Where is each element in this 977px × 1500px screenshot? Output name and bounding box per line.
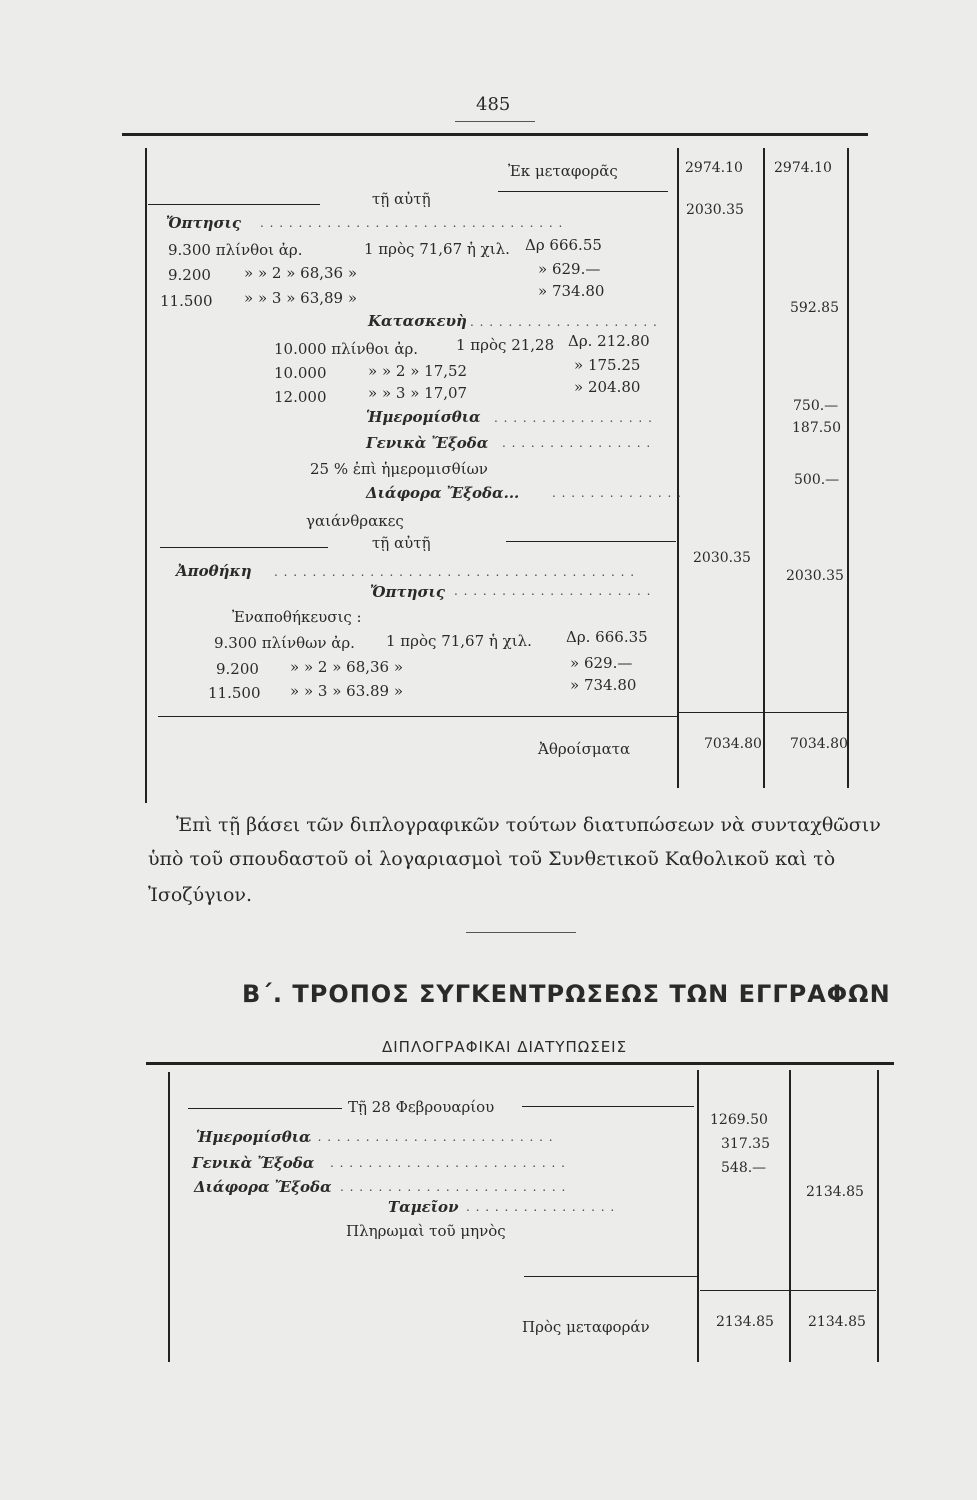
entry4-credit-amount: 187.50	[792, 420, 841, 436]
leader-dots: . . . . . . . . . . . . . .	[552, 486, 682, 500]
account-genika-exoda: Γενικὰ Ἔξοδα	[192, 1154, 315, 1172]
totals-debit: 7034.80	[704, 736, 762, 752]
leader-dots: . . . . . . . . . . . . . . . . .	[494, 411, 653, 425]
entry6-detail-qty: 9.200	[216, 660, 259, 678]
carry-out-debit: 2134.85	[716, 1314, 774, 1330]
entry2-detail-amount: Δρ. 212.80	[568, 332, 650, 350]
paragraph-line-1: Ἐπὶ τῇ βάσει τῶν διπλογραφικῶν τούτων διατυπώσεων νὰ συνταχθῶσιν	[176, 814, 881, 836]
journal-2-right-rule	[877, 1070, 879, 1362]
entry2-detail-num: » » 2 » 17,52	[368, 362, 468, 380]
entry1-detail-qty: 11.500	[160, 292, 213, 310]
journal-1-top-rule	[122, 133, 868, 136]
section-subtitle: ΔΙΠΛΟΓΡΑΦΙΚΑΙ ΔΙΑΤΥΠΩΣΕΙΣ	[382, 1038, 628, 1056]
date-rule-right	[506, 541, 676, 542]
paragraph-line-3: Ἰσοζύγιον.	[148, 884, 252, 906]
date-label: τῇ αὐτῇ	[372, 190, 431, 208]
leader-dots: . . . . . . . . . . . . . . . . . . . .	[470, 315, 658, 329]
totals-rule-right	[678, 712, 848, 713]
entry6-detail-num: » » 2 » 68,36 »	[290, 658, 404, 676]
account-tameion: Ταμεῖον	[388, 1198, 459, 1216]
account-genika-exoda: Γενικὰ Ἔξοδα	[366, 434, 489, 452]
carry-in-label: Ἐκ μεταφορᾶς	[508, 162, 618, 180]
entry6-detail-amount: » 734.80	[570, 676, 637, 694]
entry1-detail-amount: Δρ 666.55	[525, 236, 602, 254]
account-optisis: Ὄπτησις	[166, 214, 241, 232]
carry-out-rule-right	[700, 1290, 876, 1291]
journal-1-debit-column-rule	[677, 148, 679, 788]
entry2-detail-num: » » 3 » 17,07	[368, 384, 468, 402]
entry1-detail-amount: » 734.80	[538, 282, 605, 300]
leader-dots: . . . . . . . . . . . . . . . .	[466, 1200, 616, 1214]
date-rule-left	[160, 547, 328, 548]
entry6-detail-amount: Δρ. 666.35	[566, 628, 648, 646]
leader-dots: . . . . . . . . . . . . . . . . . . . . . . . .	[340, 1180, 567, 1194]
journal-1-right-rule	[847, 148, 849, 788]
journal-2-top-rule	[146, 1062, 894, 1065]
journal-2-left-rule	[168, 1072, 170, 1362]
account-optisis: Ὄπτησις	[370, 583, 445, 601]
paragraph-line-2: ὑπὸ τοῦ σπουδαστοῦ οἱ λογαριασμοὶ τοῦ Συνθετικοῦ Καθολικοῦ καὶ τὸ	[148, 848, 836, 870]
account-kataskevi: Κατασκευὴ	[368, 312, 467, 330]
carry-out-credit: 2134.85	[808, 1314, 866, 1330]
date-rule-right	[522, 1106, 694, 1107]
entry1-detail-amount: » 629.—	[538, 260, 601, 278]
entry1-detail-num: » » 2 » 68,36 »	[244, 264, 358, 282]
leader-dots: . . . . . . . . . . . . . . . . . . . . . . . . . . . . . . . . . . . . . .	[274, 565, 636, 579]
account-imeromisthia: Ἡμερομίσθια	[366, 408, 481, 426]
carry-out-rule-left	[524, 1276, 698, 1277]
journal-2-debit-column-rule	[697, 1070, 699, 1362]
leader-dots: . . . . . . . . . . . . . . . . . . . . .	[454, 584, 652, 598]
journal-2-note: Πληρωμαὶ τοῦ μηνὸς	[346, 1222, 506, 1240]
entry2-detail-num: 1 πρὸς 21,28	[456, 336, 555, 354]
entry5-credit-amount: 500.—	[794, 472, 840, 488]
date-rule-right	[498, 191, 668, 192]
entry6-note: Ἐναποθήκευσις :	[232, 608, 362, 626]
journal-2-credit-amount: 2134.85	[806, 1184, 864, 1200]
entry6-debit-amount: 2030.35	[693, 550, 751, 566]
entry2-detail-qty: 10.000 πλίνθοι ἀρ.	[274, 340, 419, 358]
journal-2-credit-column-rule	[789, 1070, 791, 1362]
entry1-detail-qty: 9.300 πλίνθοι ἀρ.	[168, 241, 303, 259]
journal-2-date: Τῇ 28 Φεβρουαρίου	[348, 1098, 495, 1116]
entry1-debit-amount: 2030.35	[686, 202, 744, 218]
entry6-credit-amount: 2030.35	[786, 568, 844, 584]
entry6-detail-qty: 11.500	[208, 684, 261, 702]
entry2-credit-amount: 592.85	[790, 300, 839, 316]
journal-1-left-rule	[145, 148, 147, 803]
date-rule-left	[188, 1108, 342, 1109]
date-rule-left	[148, 204, 320, 205]
journal-2-debit-amount: 548.—	[721, 1160, 767, 1176]
entry2-detail-qty: 10.000	[274, 364, 327, 382]
entry6-detail-qty: 9.300 πλίνθων ἀρ.	[214, 634, 355, 652]
carry-in-debit: 2974.10	[685, 160, 743, 176]
page-number-rule	[455, 121, 535, 122]
carry-out-label: Πρὸς μεταφοράν	[522, 1318, 650, 1336]
account-diafora-exoda: Διάφορα Ἔξοδα...	[366, 484, 520, 502]
entry6-detail-num: 1 πρὸς 71,67 ἡ χιλ.	[386, 632, 532, 650]
entry2-detail-amount: » 175.25	[574, 356, 641, 374]
account-diafora-exoda: Διάφορα Ἔξοδα	[194, 1178, 332, 1196]
journal-2-debit-amount: 317.35	[721, 1136, 770, 1152]
entry2-detail-amount: » 204.80	[574, 378, 641, 396]
entry4-note: 25 % ἐπὶ ἡμερομισθίων	[310, 460, 488, 478]
totals-rule-left	[158, 716, 678, 717]
section-divider	[466, 932, 576, 933]
entry1-detail-qty: 9.200	[168, 266, 211, 284]
journal-2-debit-amount: 1269.50	[710, 1112, 768, 1128]
totals-label: Ἀθροίσματα	[538, 740, 631, 758]
entry3-credit-amount: 750.—	[793, 398, 839, 414]
entry2-detail-qty: 12.000	[274, 388, 327, 406]
leader-dots: . . . . . . . . . . . . . . . . . . . . . . . . .	[330, 1156, 566, 1170]
entry5-note: γαιάνθρακες	[306, 512, 404, 530]
leader-dots: . . . . . . . . . . . . . . . . . . . . . . . . . . . . . . . .	[260, 216, 564, 230]
journal-1-credit-column-rule	[763, 148, 765, 788]
totals-credit: 7034.80	[790, 736, 848, 752]
carry-in-credit: 2974.10	[774, 160, 832, 176]
leader-dots: . . . . . . . . . . . . . . . . . . . . . . . . . .	[308, 1130, 554, 1144]
page-number: 485	[476, 94, 511, 115]
entry6-detail-amount: » 629.—	[570, 654, 633, 672]
section-title: Β΄. ΤΡΟΠΟΣ ΣΥΓΚΕΝΤΡΩΣΕΩΣ ΤΩΝ ΕΓΓΡΑΦΩΝ	[242, 980, 891, 1008]
account-imeromisthia: Ἡμερομίσθια	[196, 1128, 311, 1146]
entry1-detail-num: » » 3 » 63,89 »	[244, 289, 358, 307]
entry1-detail-num: 1 πρὸς 71,67 ἡ χιλ.	[364, 240, 510, 258]
leader-dots: . . . . . . . . . . . . . . . .	[502, 436, 652, 450]
account-apothiki: Ἀποθήκη	[176, 562, 252, 580]
date-label-2: τῇ αὐτῇ	[372, 534, 431, 552]
entry6-detail-num: » » 3 » 63.89 »	[290, 682, 404, 700]
